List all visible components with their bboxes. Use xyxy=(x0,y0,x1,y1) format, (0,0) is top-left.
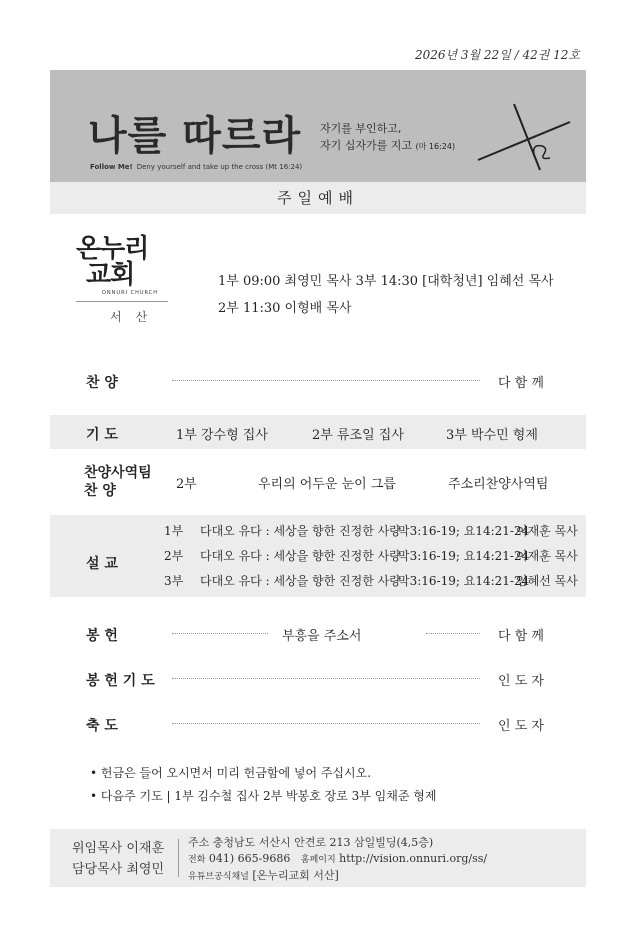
prayer-item-3: 3부 박수민 형제 xyxy=(446,428,538,443)
logo-line1: 온누리 xyxy=(76,234,149,264)
footer-address: 주소 충청남도 서산시 안견로 213 삼일빌딩(4,5층) xyxy=(188,836,434,849)
phone-label: 전화 xyxy=(188,855,206,865)
prayer-label: 기 도 xyxy=(86,427,118,443)
offering-right: 다 함 께 xyxy=(498,629,544,644)
sermon-row-2-ref: 막3:16-19; 요14:21-24 xyxy=(398,549,530,563)
offering-middle: 부흥을 주소서 xyxy=(282,629,362,644)
sermon-row-2-title: 다대오 유다 : 세상을 향한 진정한 사랑 xyxy=(200,549,401,563)
logo-branch: 서산 xyxy=(110,310,162,324)
sermon-label: 설 교 xyxy=(86,556,118,572)
footer xyxy=(50,829,586,887)
youtube-label: 유튜브공식채널 xyxy=(188,872,249,882)
title-banner xyxy=(50,70,586,182)
order-offering xyxy=(50,617,586,649)
phone-number: 041) 665-9686 xyxy=(208,852,291,865)
benediction-dots xyxy=(172,723,480,724)
banner-subtitle-ref: (마 16:24) xyxy=(415,142,456,151)
youtube-channel: [온누리교회 서산] xyxy=(252,869,339,882)
sermon-row-2-preacher: 이재훈 목사 xyxy=(516,549,578,563)
service-times-line1: 1부 09:00 최영민 목사 3부 14:30 [대학청년] 임혜선 목사 xyxy=(218,274,554,289)
note-next-prayer: • 다음주 기도 | 1부 김수철 집사 2부 박봉호 장로 3부 임채준 형제 xyxy=(90,789,437,803)
order-choir xyxy=(50,462,586,502)
banner-subtitle-text: 자기 십자가를 지고 xyxy=(320,139,413,152)
choir-part: 2부 xyxy=(176,477,197,492)
sermon-row-1-title: 다대오 유다 : 세상을 향한 진정한 사랑 xyxy=(200,524,401,538)
sermon-row-1-part: 1부 xyxy=(164,524,184,538)
logo-english: ONNURI CHURCH xyxy=(102,290,159,296)
footer-youtube xyxy=(188,868,487,885)
service-times-line2: 2부 11:30 이형배 목사 xyxy=(218,301,352,316)
offering-prayer-right: 인 도 자 xyxy=(498,674,544,689)
order-praise xyxy=(50,364,586,396)
order-offering-prayer xyxy=(50,662,586,694)
order-prayer xyxy=(50,415,586,449)
offering-label: 봉 헌 xyxy=(86,628,118,644)
prayer-item-2: 2부 류조일 집사 xyxy=(312,428,404,443)
cross-drawing-icon xyxy=(474,102,574,172)
offering-dots-right xyxy=(426,633,480,634)
sermon-row-2-part: 2부 xyxy=(164,549,184,563)
pastor-branch: 담당목사 최영민 xyxy=(72,862,165,877)
footer-info xyxy=(188,835,487,885)
logo-line2: 교회 xyxy=(86,260,135,290)
service-title: 주일예배 xyxy=(50,182,586,214)
banner-english xyxy=(90,163,302,171)
choir-label xyxy=(84,464,152,500)
homepage-label: 홈페이지 xyxy=(300,855,336,865)
choir-label-line1: 찬양사역팀 xyxy=(84,465,152,481)
benediction-right: 인 도 자 xyxy=(498,719,544,734)
choir-label-line2: 찬 양 xyxy=(84,483,116,499)
praise-label: 찬 양 xyxy=(86,375,118,391)
sermon-row-1-preacher: 이재훈 목사 xyxy=(516,524,578,538)
pastor-senior: 위임목사 이재훈 xyxy=(72,841,165,856)
sermon-row-3-ref: 막3:16-19; 요14:21-24 xyxy=(398,574,530,588)
banner-subtitle-line2 xyxy=(320,137,455,153)
choir-song: 우리의 어두운 눈이 그릅 xyxy=(258,477,396,492)
church-logo xyxy=(76,236,172,325)
sermon-row-3-part: 3부 xyxy=(164,574,184,588)
offering-prayer-dots xyxy=(172,678,480,679)
banner-subtitle-line1: 자기를 부인하고, xyxy=(320,122,402,135)
homepage-link[interactable]: http://vision.onnuri.org/ss/ xyxy=(339,852,488,865)
footer-pastors xyxy=(72,838,164,880)
praise-right: 다 함 께 xyxy=(498,376,544,391)
sermon-row-3-preacher: 임혜선 목사 xyxy=(516,574,578,588)
order-benediction xyxy=(50,707,586,739)
praise-leader-dots xyxy=(172,380,480,381)
prayer-item-1: 1부 강수형 집사 xyxy=(176,428,268,443)
banner-english-bold: Follow Me! xyxy=(90,163,133,171)
banner-english-rest: Deny yourself and take up the cross (Mt 16:24) xyxy=(136,163,303,171)
banner-title: 나를 따르라 xyxy=(88,113,302,159)
issue-date: 2026년 3월 22일 / 42권 12호 xyxy=(414,48,580,62)
footer-contact xyxy=(188,851,487,868)
logo-divider xyxy=(76,301,168,302)
note-offering: • 헌금은 들어 오시면서 미리 헌금함에 넣어 주십시오. xyxy=(90,766,372,780)
sermon-row-3-title: 다대오 유다 : 세상을 향한 진정한 사랑 xyxy=(200,574,401,588)
benediction-label: 축 도 xyxy=(86,718,118,734)
footer-divider xyxy=(178,839,179,877)
sermon-row-1-ref: 막3:16-19; 요14:21-24 xyxy=(398,524,530,538)
offering-dots-left xyxy=(172,633,268,634)
choir-team: 주소리찬양사역팀 xyxy=(448,477,549,492)
order-sermon xyxy=(50,515,586,597)
offering-prayer-label: 봉 헌 기 도 xyxy=(86,673,155,689)
